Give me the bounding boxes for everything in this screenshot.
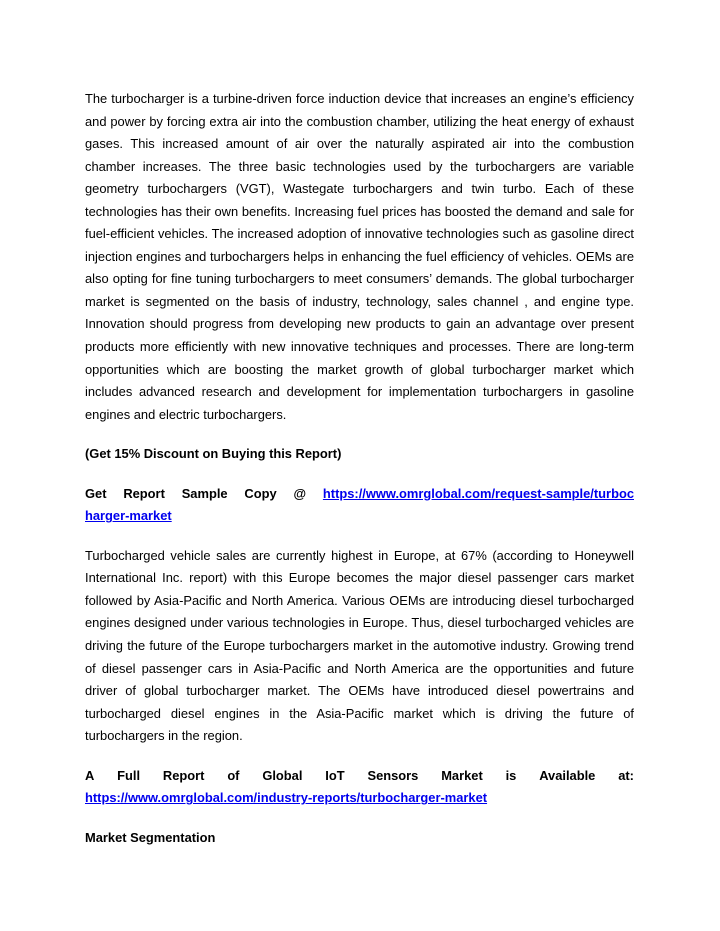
intro-paragraph: The turbocharger is a turbine-driven force induction device that increases an engine’s efficiency and power by forcing extra air into the combustion chamber, utilizing the heat energy of exhaust gases. This increased amount of air over the naturally aspirated air into the combustion chamber increases. The three basic technologies used by the turbochargers are variable geometry turbochargers (VGT), Wastegate turbochargers and twin turbo. Each of these technologies has their own benefits. Increasing fuel prices has boosted the demand and sale for fuel-efficient vehicles. The increased adoption of innovative technologies such as gasoline direct injection engines and turbochargers helps in enhancing the fuel efficiency of vehicles. OEMs are also opting for fine tuning turbochargers to meet consumers’ demands. The global turbocharger market is segmented on the basis of industry, technology, sales channel , and engine type. Innovation should progress from developing new products to gain an advantage over present products more efficiently with new innovative techniques and processes. There are long-term opportunities which are boosting the market growth of global turbocharger market which includes advanced research and development for implementation turbochargers in gasoline engines and electric turbochargers.	[85, 91, 634, 422]
document-page	[85, 88, 634, 849]
europe-paragraph: Turbocharged vehicle sales are currently highest in Europe, at 67% (according to Honeywell International Inc. report) with this Europe becomes the major diesel passenger cars market followed by Asia-Pacific and North America. Various OEMs are introducing diesel turbocharged engines designed under various technologies in Europe. Thus, diesel turbocharged vehicles are driving the future of the Europe turbochargers market in the automotive industry. Growing trend of diesel passenger cars in Asia-Pacific and North America are the opportunities and future driver of global turbocharger market. The OEMs have introduced diesel powertrains and turbocharged diesel engines in the Asia-Pacific market which is driving the future of turbochargers in the region.	[85, 547, 634, 744]
market-segmentation-heading: Market Segmentation	[85, 829, 216, 845]
full-report-block	[85, 765, 634, 810]
full-report-word: A	[85, 767, 95, 783]
sample-copy-link[interactable]: https://www.omrglobal.com/request-sample/turbocharger-market	[85, 485, 634, 524]
full-report-word: Sensors	[367, 767, 419, 783]
full-report-word: Report	[162, 767, 205, 783]
full-report-word: Available	[539, 767, 596, 783]
sample-copy-line	[85, 483, 634, 528]
full-report-word: is	[505, 767, 517, 783]
full-report-word: of	[227, 767, 240, 783]
full-report-word: at:	[618, 767, 634, 783]
full-report-word: Global	[262, 767, 303, 783]
full-report-link[interactable]: https://www.omrglobal.com/industry-reports/turbocharger-market	[85, 790, 488, 806]
full-report-word: IoT	[325, 767, 345, 783]
sample-copy-label: Get Report Sample Copy @	[85, 485, 323, 501]
full-report-line	[85, 765, 634, 788]
discount-text: (Get 15% Discount on Buying this Report)	[85, 446, 342, 462]
full-report-word: Full	[117, 767, 141, 783]
full-report-word: Market	[441, 767, 483, 783]
